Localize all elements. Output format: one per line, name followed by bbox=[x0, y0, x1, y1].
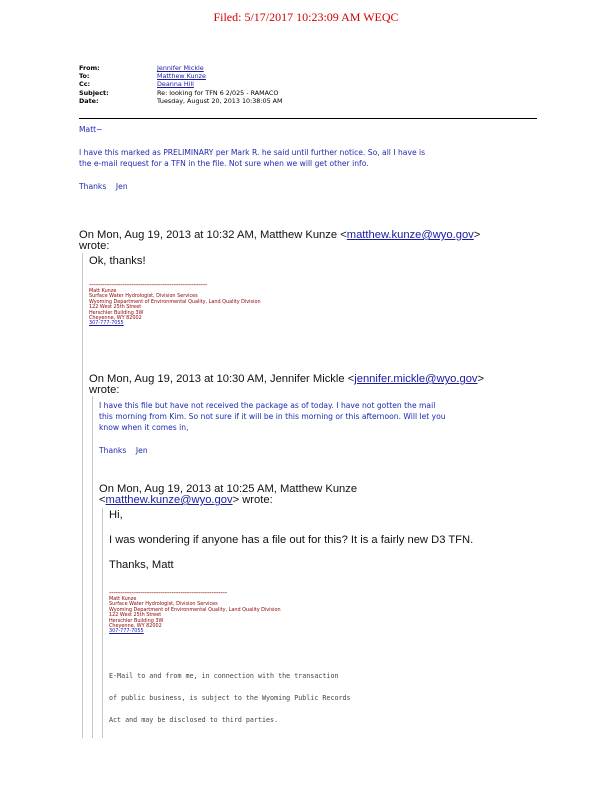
signature-2-city: Cheyenne, WY 82002 bbox=[109, 623, 162, 630]
signature-1-building: Herschler Building 3W bbox=[89, 309, 144, 316]
quote3-message: I was wondering if anyone has a file out for this? It is a fairly new D3 TFN. bbox=[109, 534, 474, 546]
filed-stamp: Filed: 5/17/2017 10:23:09 AM WEQC bbox=[213, 10, 399, 24]
quote2-line-3: know when it comes in, bbox=[99, 423, 189, 432]
quote3-hi: Hi, bbox=[109, 509, 123, 521]
signature-2-dashes: ----------------------------------------------------- bbox=[109, 589, 227, 597]
quote2-header bbox=[89, 374, 549, 396]
quote3-header-text: On Mon, Aug 19, 2013 at 10:25 AM, Matthew Kunze bbox=[99, 483, 358, 495]
quote1-header-end: > bbox=[473, 229, 481, 241]
disclaimer-line-1: E-Mail to and from me, in connection with the transaction bbox=[109, 672, 339, 681]
signature-1-dashes: ----------------------------------------------------- bbox=[89, 281, 207, 289]
reply-line-2: the e-mail request for a TFN in the file. Not sure when we will get other info. bbox=[79, 159, 369, 168]
signature-1-dept: Wyoming Department of Environmental Quality, Land Quality Division bbox=[89, 298, 261, 305]
to-label: To: bbox=[79, 72, 90, 81]
quote2-line-1: I have this file but have not received the package as of today. I have not gotten the mail bbox=[99, 401, 436, 410]
reply-body bbox=[79, 124, 549, 192]
signature-1-street: 122 West 25th Street bbox=[89, 304, 142, 311]
from-label: From: bbox=[79, 64, 100, 72]
subject-value: Re: looking for TFN 6 2/025 - RAMACO bbox=[157, 88, 279, 97]
signature-2-street: 122 West 25th Street bbox=[109, 612, 162, 619]
quote3-thanks: Thanks, Matt bbox=[109, 559, 174, 571]
to-link[interactable]: Matthew Kunze bbox=[157, 72, 206, 81]
quote3-email-link[interactable]: matthew.kunze@wyo.gov bbox=[105, 494, 233, 506]
email-header bbox=[79, 64, 283, 105]
signature-1-city: Cheyenne, WY 82002 bbox=[89, 315, 142, 322]
quote2-header-end: > bbox=[477, 373, 485, 385]
quote-bar-1 bbox=[82, 253, 83, 738]
cc-label: Cc: bbox=[79, 80, 91, 89]
signature-2 bbox=[109, 589, 281, 635]
quote2-wrote: wrote: bbox=[89, 384, 120, 396]
signature-1-phone-link[interactable]: 307-777-7055 bbox=[89, 320, 124, 327]
quote3-header bbox=[99, 484, 549, 506]
date-label: Date: bbox=[79, 96, 99, 105]
disclaimer-line-2: of public business, is subject to the Wyoming Public Records bbox=[109, 694, 351, 703]
disclaimer bbox=[109, 659, 351, 731]
quote3-email-open: < bbox=[99, 494, 106, 506]
quote1-wrote: wrote: bbox=[79, 240, 110, 252]
quote1-header bbox=[79, 230, 549, 252]
quote3-wrote: > wrote: bbox=[232, 494, 273, 506]
subject-label: Subject: bbox=[79, 88, 109, 97]
signature-2-title: Surface Water Hydrologist, Division Services bbox=[109, 601, 218, 608]
date-value: Tuesday, August 20, 2013 10:38:05 AM bbox=[157, 96, 283, 105]
header-divider bbox=[79, 118, 537, 119]
disclaimer-line-3: Act and may be disclosed to third parties. bbox=[109, 715, 279, 724]
quote1-email-link[interactable]: matthew.kunze@wyo.gov bbox=[346, 229, 474, 241]
reply-greeting: Matt~ bbox=[79, 125, 103, 134]
quote2-body bbox=[99, 400, 559, 456]
quote1-header-text: On Mon, Aug 19, 2013 at 10:32 AM, Matthew Kunze < bbox=[79, 229, 347, 241]
quote1-body: Ok, thanks! bbox=[89, 255, 146, 267]
reply-signoff: Thanks Jen bbox=[79, 182, 128, 191]
reply-line-1: I have this marked as PRELIMINARY per Mark R. he said until further notice. So, all I have is bbox=[79, 148, 426, 157]
quote2-email-link[interactable]: jennifer.mickle@wyo.gov bbox=[354, 373, 478, 385]
signature-2-building: Herschler Building 3W bbox=[109, 617, 164, 624]
signature-1-title: Surface Water Hydrologist, Division Services bbox=[89, 293, 198, 300]
signature-1 bbox=[89, 281, 261, 327]
from-link[interactable]: Jennifer Mickle bbox=[157, 64, 204, 72]
signature-2-dept: Wyoming Department of Environmental Quality, Land Quality Division bbox=[109, 606, 281, 613]
quote-bar-2 bbox=[92, 396, 93, 738]
quote3-body bbox=[109, 509, 549, 572]
quote2-line-2: this morning from Kim. So not sure if it will be in this morning or this afternoon. Will let you bbox=[99, 412, 446, 421]
cc-link[interactable]: Deanna Hill bbox=[157, 80, 194, 89]
quote2-signoff: Thanks Jen bbox=[99, 446, 148, 455]
quote-bar-3 bbox=[102, 508, 103, 738]
signature-2-name: Matt Kunze bbox=[109, 596, 137, 602]
signature-1-name: Matt Kunze bbox=[89, 288, 117, 294]
signature-2-phone-link[interactable]: 307-777-7055 bbox=[109, 628, 144, 635]
quote2-header-text: On Mon, Aug 19, 2013 at 10:30 AM, Jennifer Mickle < bbox=[89, 373, 355, 385]
